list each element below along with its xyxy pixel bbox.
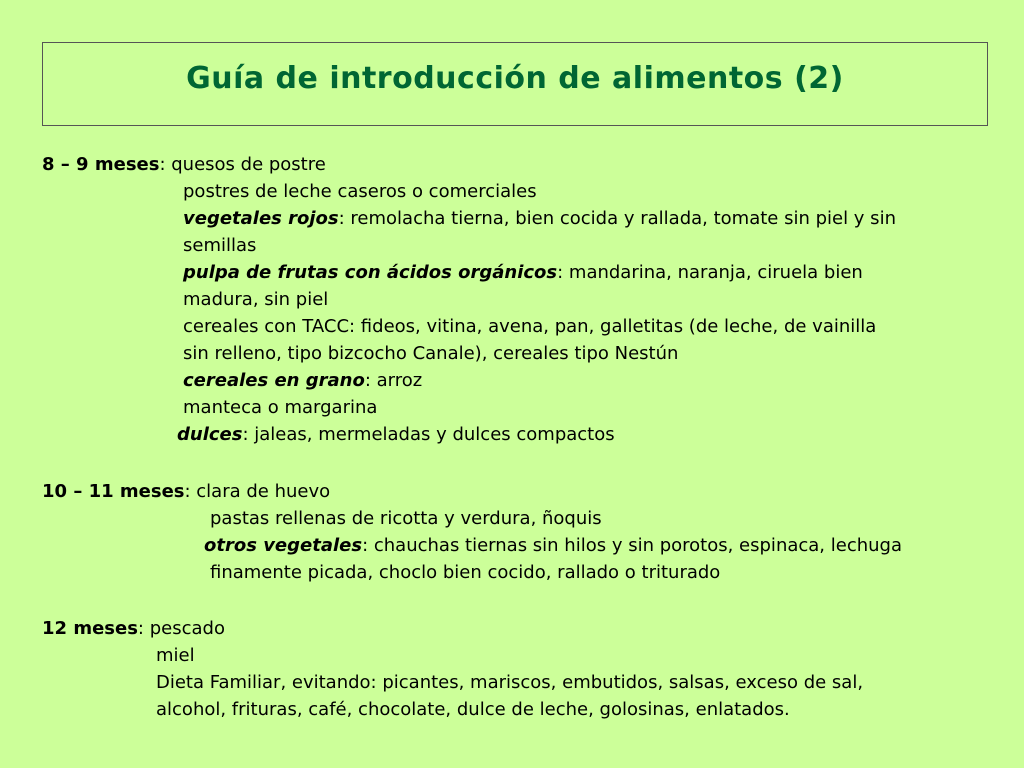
term-otros-vegetales: otros vegetales — [204, 535, 363, 556]
text-pulpa-frutas: : mandarina, naranja, ciruela bien — [557, 262, 863, 283]
line-vegetales-rojos — [183, 205, 896, 232]
line-semillas: semillas — [183, 235, 257, 256]
text-vegetales-rojos: : remolacha tierna, bien cocida y rallada, tomate sin piel y sin — [338, 208, 896, 229]
line-postres: postres de leche caseros o comerciales — [183, 181, 537, 202]
line-pulpa-frutas — [183, 259, 863, 286]
line-cereales-grano — [183, 367, 422, 394]
text-pescado: : pescado — [137, 618, 225, 639]
title-box — [42, 42, 988, 126]
label-10-11-meses: 10 – 11 meses — [42, 481, 185, 502]
line-sin-relleno: sin relleno, tipo bizcocho Canale), cereales tipo Nestún — [183, 343, 679, 364]
line-finamente: finamente picada, choclo bien cocido, rallado o triturado — [210, 562, 721, 583]
text-quesos: : quesos de postre — [159, 154, 326, 175]
line-dieta-familiar: Dieta Familiar, evitando: picantes, mariscos, embutidos, salsas, exceso de sal, — [156, 672, 864, 693]
line-cereales-tacc: cereales con TACC: fideos, vitina, avena, pan, galletitas (de leche, de vainilla — [183, 316, 877, 337]
text-clara-huevo: : clara de huevo — [184, 481, 331, 502]
term-pulpa-frutas: pulpa de frutas con ácidos orgánicos — [183, 262, 558, 283]
text-otros-vegetales: : chauchas tiernas sin hilos y sin porotos, espinaca, lechuga — [362, 535, 902, 556]
line-manteca: manteca o margarina — [183, 397, 378, 418]
term-cereales-grano: cereales en grano — [183, 370, 365, 391]
label-8-9-meses: 8 – 9 meses — [42, 154, 160, 175]
line-pastas: pastas rellenas de ricotta y verdura, ñoquis — [210, 508, 602, 529]
text-dulces: : jaleas, mermeladas y dulces compactos — [242, 424, 615, 445]
text-arroz: : arroz — [364, 370, 423, 391]
term-vegetales-rojos: vegetales rojos — [183, 208, 339, 229]
line-madura: madura, sin piel — [183, 289, 329, 310]
label-12-meses: 12 meses — [42, 618, 138, 639]
line-miel: miel — [156, 645, 195, 666]
line-otros-vegetales — [204, 532, 902, 559]
line-8-9-first — [42, 151, 326, 178]
line-alcohol: alcohol, frituras, café, chocolate, dulce de leche, golosinas, enlatados. — [156, 699, 790, 720]
line-12-first — [42, 615, 225, 642]
term-dulces: dulces — [177, 424, 243, 445]
slide-title: Guía de introducción de alimentos (2) — [186, 61, 844, 96]
line-dulces — [177, 421, 615, 448]
line-10-11-first — [42, 478, 330, 505]
